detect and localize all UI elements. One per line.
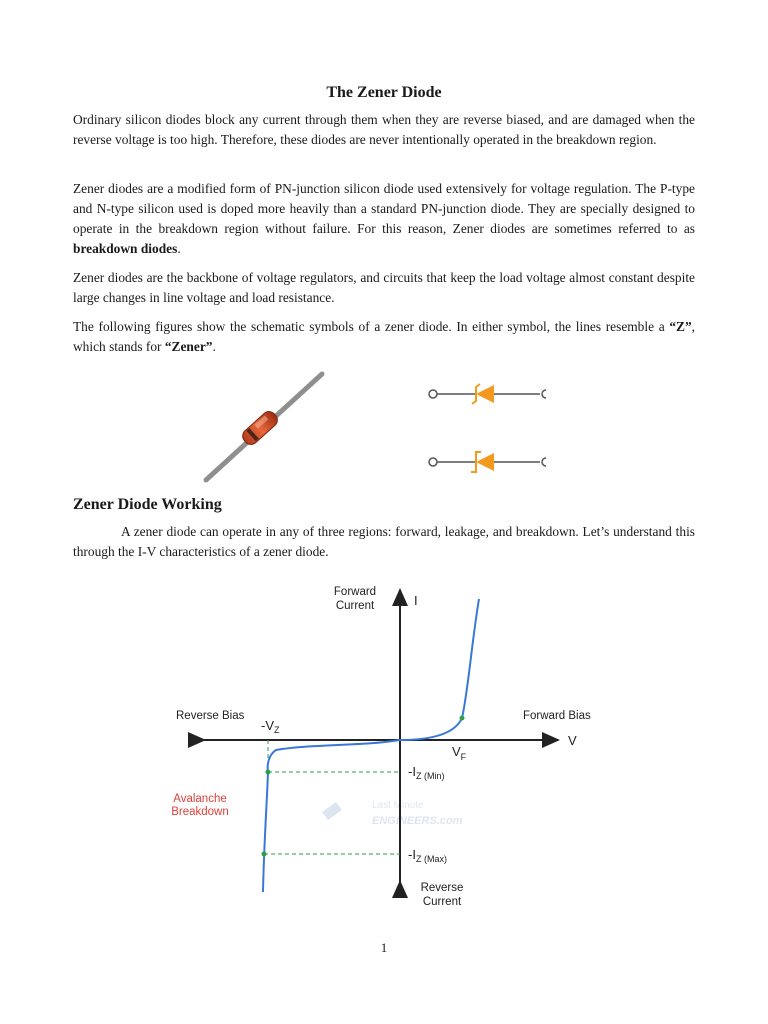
forward-current-label-1: Forward xyxy=(333,586,377,598)
paragraph-3: Zener diodes are the backbone of voltage regulators, and circuits that keep the load voltage almost constant despite large changes in line voltage and load resistance. xyxy=(73,270,695,305)
i-axis-label: I xyxy=(414,593,418,608)
iz-min-marker xyxy=(266,770,271,775)
reverse-bias-label: Reverse Bias xyxy=(176,710,245,722)
breakdown-diodes-term: breakdown diodes xyxy=(73,241,178,256)
svg-text:Last Minute: Last Minute xyxy=(372,800,424,811)
iz-max-marker xyxy=(262,852,267,857)
forward-bias-label: Forward Bias xyxy=(523,710,591,722)
zener-symbols xyxy=(424,378,554,478)
paragraph-2-text: Zener diodes are a modified form of PN-junction silicon diode used extensively for voltage regulation. The P-type and N-type silicon used is doped more heavily than a standard PN-junction diode. They are specially designed to operate in the breakdown region without failure. For this reason, Zener diodes are sometimes referred to as xyxy=(73,181,695,236)
zener-diode-photo xyxy=(200,368,330,486)
vf-marker xyxy=(460,716,465,721)
paragraph-working: A zener diode can operate in any of three regions: forward, leakage, and breakdown. Let’s understand this through the I-V characteristics of a zener diode. xyxy=(73,524,695,559)
iv-curve xyxy=(263,599,479,892)
reverse-current-label-1: Reverse xyxy=(420,882,464,894)
avalanche-label-2: Breakdown xyxy=(171,806,229,818)
paragraph-4-text: The following figures show the schematic symbols of a zener diode. In either symbol, the lines resemble a xyxy=(73,319,670,334)
paragraph-1: Ordinary silicon diodes block any current through them when they are reverse biased, and are damaged when the reverse voltage is too high. Therefore, these diodes are never intentionally operated in the breakdown region. xyxy=(73,112,695,147)
vf-label: $V_F$ xyxy=(452,744,467,762)
iv-characteristic-chart xyxy=(150,580,620,910)
avalanche-label-1: Avalanche xyxy=(173,793,227,805)
svg-text:ENGINEERS.com: ENGINEERS.com xyxy=(372,815,463,827)
page-title: The Zener Diode xyxy=(326,84,442,101)
neg-vz-label: $-V_Z$ xyxy=(261,718,280,735)
zener-symbol-2 xyxy=(429,452,546,472)
page-number: 1 xyxy=(380,940,388,955)
iz-max-label: $-I_{Z (Max)}$ xyxy=(408,847,447,864)
paragraph-2 xyxy=(73,179,695,259)
diode-body xyxy=(240,409,280,448)
z-term: “Z” xyxy=(669,319,692,334)
paragraph-4-mid: , which stands for xyxy=(73,319,695,354)
zener-term: “Zener” xyxy=(164,339,213,354)
paragraph-4 xyxy=(73,317,695,357)
reverse-current-label-2: Current xyxy=(422,896,462,908)
paragraph-4-end: . xyxy=(212,339,216,354)
watermark xyxy=(322,800,463,827)
v-axis-label: V xyxy=(568,733,577,748)
forward-current-label-2: Current xyxy=(335,600,375,612)
zener-symbol-1 xyxy=(429,384,546,404)
paragraph-2-end: . xyxy=(177,241,181,256)
iz-min-label: $-I_{Z (Min)}$ xyxy=(408,764,445,781)
section-heading-working: Zener Diode Working xyxy=(73,496,222,513)
